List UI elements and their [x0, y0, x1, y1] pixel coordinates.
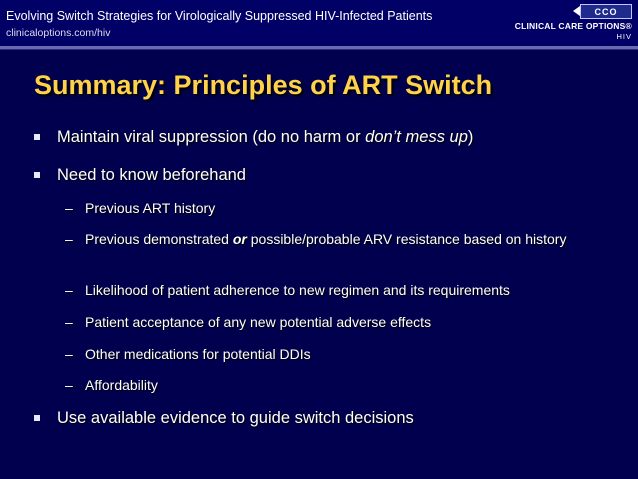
sub-item-text: [85, 230, 595, 249]
dash-icon: –: [65, 377, 73, 393]
bullet-text-part: Maintain viral suppression (do no harm or: [57, 128, 366, 146]
sub-item-text-part: Previous demonstrated: [85, 231, 233, 247]
header-bar: [0, 0, 638, 46]
sub-item-text: Likelihood of patient adherence to new regimen and its requirements: [85, 282, 510, 298]
sub-item-text: Other medications for potential DDIs: [85, 346, 311, 362]
logo-box: [580, 4, 632, 19]
logo-name-text: CLINICAL CARE OPTIONS: [514, 21, 626, 31]
header-divider-shadow: [0, 49, 638, 50]
bullet-text-italic: don’t mess up: [365, 128, 468, 146]
bullet-text-part: ): [467, 128, 474, 146]
logo-name: [515, 21, 632, 31]
sub-item-text: Affordability: [85, 377, 158, 393]
sub-item-emphasis: or: [232, 231, 247, 247]
square-bullet-icon: [34, 134, 40, 140]
square-bullet-icon: [34, 415, 40, 421]
sub-item-text: Previous ART history: [85, 200, 216, 216]
dash-icon: –: [65, 346, 73, 362]
logo-arrow-icon: [573, 6, 580, 16]
clinical-care-options-logo: [514, 4, 632, 42]
dash-icon: –: [65, 231, 73, 247]
dash-icon: –: [65, 282, 73, 298]
sub-item-text-part: possible/probable ARV resistance based on history: [246, 231, 567, 247]
logo-box-text: CCO: [594, 6, 618, 17]
square-bullet-icon: [34, 172, 40, 178]
logo-trademark: ®: [625, 21, 632, 31]
presentation-title: Evolving Switch Strategies for Virologically Suppressed HIV-Infected Patients: [6, 9, 433, 23]
source-url[interactable]: clinicaloptions.com/hiv: [6, 27, 111, 39]
bullet-text: Use available evidence to guide switch decisions: [57, 409, 414, 427]
bullet-text: [57, 128, 473, 147]
sub-item-text: Patient acceptance of any new potential adverse effects: [85, 314, 432, 330]
logo-subtitle: HIV: [616, 32, 632, 41]
bullet-text: Need to know beforehand: [57, 166, 246, 184]
slide-title: Summary: Principles of ART Switch: [34, 70, 493, 100]
dash-icon: –: [65, 314, 73, 330]
dash-icon: –: [65, 200, 73, 216]
